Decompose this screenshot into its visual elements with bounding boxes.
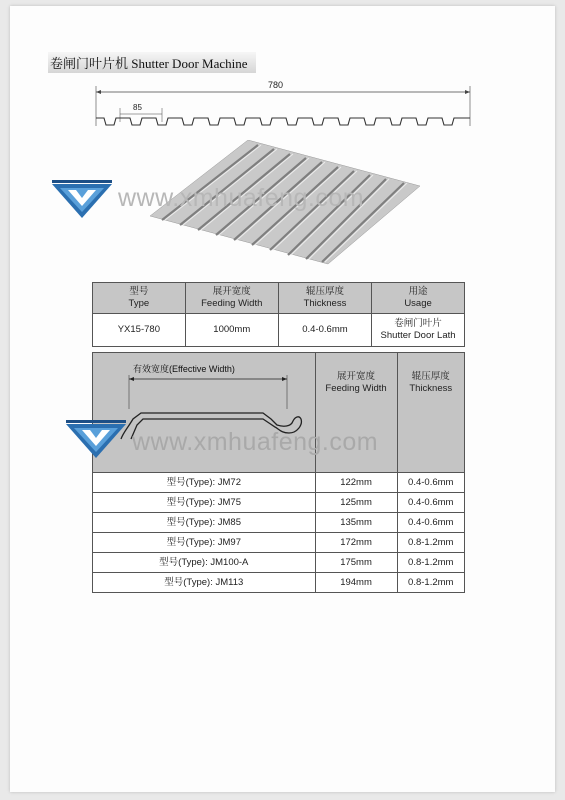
header-cell: 辊压厚度 Thickness	[397, 353, 465, 473]
watermark-text-1: www.xmhuafeng.com	[118, 184, 365, 212]
table-row	[93, 573, 465, 593]
thickness-cell: 0.4-0.6mm	[278, 314, 371, 347]
header-cell: 展开宽度 Feeding Width	[185, 283, 278, 314]
table-row	[93, 314, 465, 347]
width-cell: 135mm	[315, 513, 397, 533]
type-cell: YX15-780	[93, 314, 186, 347]
page-title: 卷闸门叶片机 Shutter Door Machine	[48, 52, 256, 73]
header-cell: 展开宽度 Feeding Width	[315, 353, 397, 473]
huafeng-logo-icon	[52, 178, 112, 220]
table-row	[93, 473, 465, 493]
thickness-cell: 0.4-0.6mm	[397, 473, 465, 493]
width-cell: 175mm	[315, 553, 397, 573]
effective-width-label: 有效宽度(Effective Width)	[133, 364, 235, 374]
header-cell: 辊压厚度 Thickness	[278, 283, 371, 314]
type-cell: 型号(Type): JM75	[93, 493, 316, 513]
table-row	[93, 553, 465, 573]
type-cell: 型号(Type): JM85	[93, 513, 316, 533]
type-cell: 型号(Type): JM113	[93, 573, 316, 593]
thickness-cell: 0.4-0.6mm	[397, 493, 465, 513]
table-header-row	[93, 283, 465, 314]
profile-drawing	[90, 78, 480, 128]
type-cell: 型号(Type): JM72	[93, 473, 316, 493]
header-cell: 用途 Usage	[372, 283, 465, 314]
total-width-label: 780	[268, 80, 284, 90]
width-cell: 122mm	[315, 473, 397, 493]
thickness-cell: 0.8-1.2mm	[397, 573, 465, 593]
huafeng-logo-icon	[66, 418, 126, 460]
thickness-cell: 0.4-0.6mm	[397, 513, 465, 533]
thickness-cell: 0.8-1.2mm	[397, 553, 465, 573]
spec-table-2	[92, 352, 465, 593]
type-cell: 型号(Type): JM100-A	[93, 553, 316, 573]
thickness-cell: 0.8-1.2mm	[397, 533, 465, 553]
width-cell: 194mm	[315, 573, 397, 593]
table-row	[93, 533, 465, 553]
watermark-text-2: www.xmhuafeng.com	[132, 428, 379, 456]
header-cell: 型号 Type	[93, 283, 186, 314]
usage-cell: 卷闸门叶片 Shutter Door Lath	[372, 314, 465, 347]
width-cell: 1000mm	[185, 314, 278, 347]
table-row	[93, 493, 465, 513]
width-cell: 125mm	[315, 493, 397, 513]
type-cell: 型号(Type): JM97	[93, 533, 316, 553]
table-row	[93, 513, 465, 533]
pitch-label: 85	[133, 103, 142, 112]
width-cell: 172mm	[315, 533, 397, 553]
spec-table-1	[92, 282, 465, 347]
